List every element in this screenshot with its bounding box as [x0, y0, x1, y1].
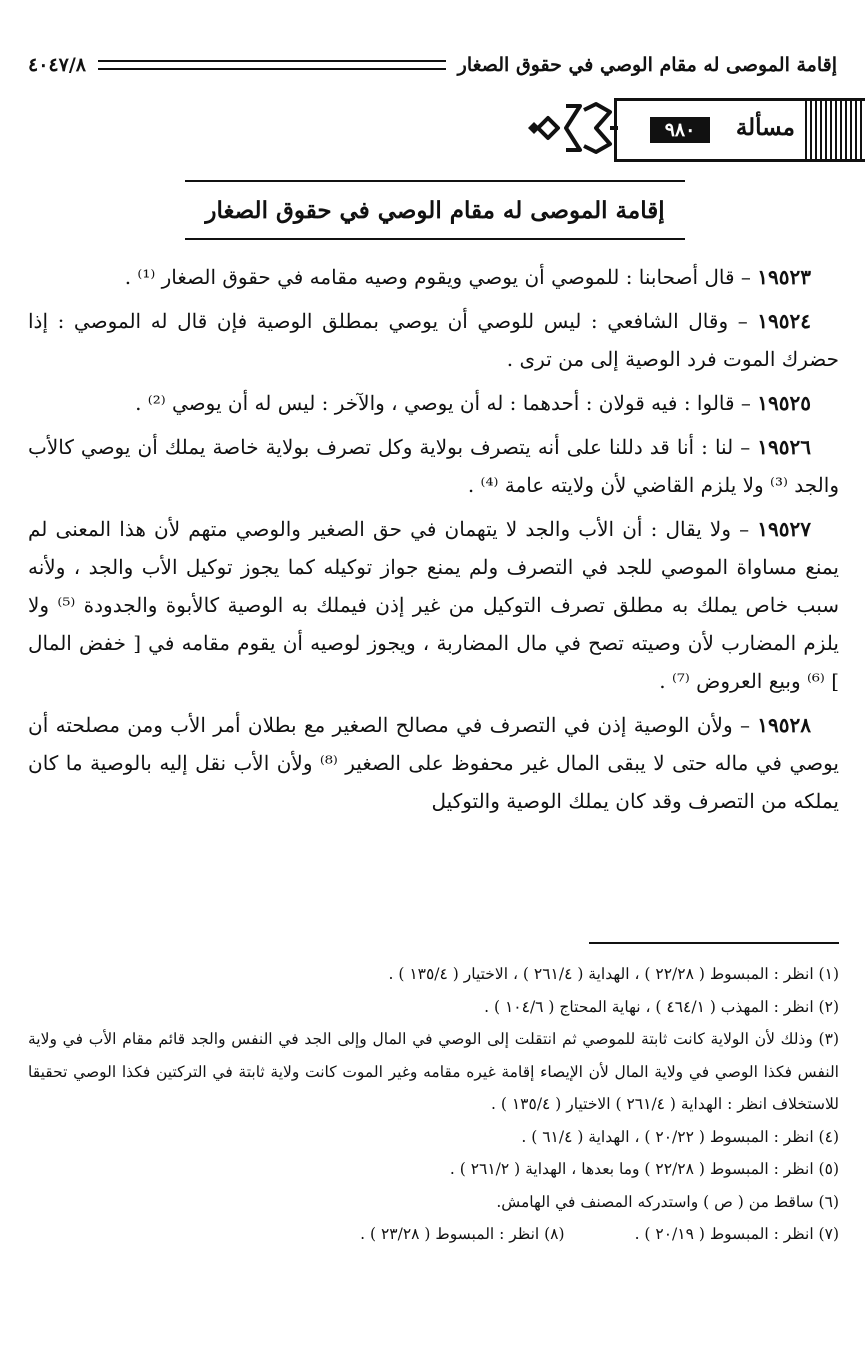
paragraph-text: – قالوا : فيه قولان : أحدهما : له أن يوصي ، والآخر : ليس له أن يوصي ⁽²⁾ .: [135, 391, 758, 415]
paragraph-number: ١٩٥٢٥: [757, 391, 811, 415]
page-title: إقامة الموصى له مقام الوصي في حقوق الصغار: [185, 180, 685, 240]
footnotes: [28, 958, 839, 1251]
main-text: [28, 258, 839, 826]
paragraph-number: ١٩٥٢٤: [757, 309, 811, 333]
footnote-separator: [589, 942, 839, 944]
paragraph-text: – لنا : أنا قد دللنا على أنه يتصرف بولاية وكل تصرف بولاية خاصة يملك أن يوصي كالأب والجد ⁽³⁾ ولا يلزم القاضي لأن ولايته عامة ⁽⁴⁾ .: [28, 435, 839, 497]
running-header: [28, 50, 837, 80]
paragraph-text: – وقال الشافعي : ليس للوصي أن يوصي بمطلق الوصية فإن قال له الموصي : إذا حضرك الموت فرد الوصية إلى من ترى .: [28, 309, 839, 371]
footnote: (٥) انظر : المبسوط ( ٢٢/٢٨ ) وما بعدها ، الهداية ( ٢٦١/٢ ) .: [449, 1160, 839, 1178]
paragraph-number: ١٩٥٢٧: [757, 517, 811, 541]
header-double-rule: [98, 60, 446, 70]
footnote-row: [28, 1218, 839, 1251]
paragraph-text: – ولأن الوصية إذن في التصرف في مصالح الصغير مع بطلان أمر الأب ومن مصلحته أن يوصي في ماله حتى لا يبقى المال غير محفوظ على الصغير ⁽⁸⁾ ولأن الأب نقل إليه بالوصية ما كان يملكه من التصرف وقد كان يملك الوصية والتوكيل: [28, 713, 840, 813]
paragraph: [28, 384, 839, 422]
masala-banner: [585, 98, 865, 160]
paragraph: [28, 302, 839, 378]
paragraph: [28, 510, 839, 700]
footnote: (٧) انظر : المبسوط ( ٢٠/١٩ ) .: [634, 1225, 839, 1243]
paragraph: [28, 258, 839, 296]
hatch-pattern: [805, 101, 865, 159]
paragraph-text: – ولا يقال : أن الأب والجد لا يتهمان في حق الصغير والوصي متهم لأن هذا المعنى لم يمنع مساواة الموصي للجد في التصرف ولم يمنع جواز توكيله كما يجوز توكيل الأب والجد ، ولأنه سبب خاص يملك به مطلق تصرف التوكيل من غير إذن فيملك به الوصية كالأبوة والجدودة ⁽⁵⁾ ولا يلزم المضارب لأن وصيته تصح في مال المضاربة ، ويجوز لوصيه أن يقوم مقامه في [ خفض المال ] ⁽⁶⁾ وبيع العروض ⁽⁷⁾ .: [28, 517, 839, 693]
page-reference: ٤٠٤٧/٨: [28, 54, 86, 76]
masala-number: ٩٨٠: [650, 117, 710, 143]
footnote: (٣) وذلك لأن الولاية كانت ثابتة للموصي ثم انتقلت إلى الوصي في المال وإلى الجد في النفس والجد قائم مقام الأب في ولاية النفس فكذا الوصي في ولاية المال لأن الإيصاء إقامة غيره مقامه وغير الموت كانت ولاية ثابتة في التركتين فكذا الوصي تحقيقا للاستخلاف انظر : الهداية ( ٢٦١/٤ ) الاختيار ( ١٣٥/٤ ) .: [28, 1030, 839, 1113]
paragraph-number: ١٩٥٢٣: [757, 265, 811, 289]
paragraph-text: – قال أصحابنا : للموصي أن يوصي ويقوم وصيه مقامه في حقوق الصغار ⁽¹⁾ .: [124, 265, 758, 289]
ornament-icon: [526, 100, 618, 156]
masala-frame: [614, 98, 865, 162]
footnote: (٤) انظر : المبسوط ( ٢٠/٢٢ ) ، الهداية ( ٦١/٤ ) .: [521, 1127, 839, 1146]
paragraph-number: ١٩٥٢٨: [757, 713, 811, 737]
masala-label: مسألة: [735, 114, 795, 141]
footnote: (١) انظر : المبسوط ( ٢٢/٢٨ ) ، الهداية ( ٢٦١/٤ ) ، الاختيار ( ١٣٥/٤ ) .: [388, 965, 839, 983]
footnote: (٢) انظر : المهذب ( ٤٦٤/١ ) ، نهاية المحتاج ( ١٠٤/٦ ) .: [484, 997, 839, 1016]
running-title: إقامة الموصى له مقام الوصي في حقوق الصغار: [457, 54, 837, 76]
paragraph: [28, 706, 839, 820]
paragraph: [28, 428, 839, 504]
footnote: (٦) ساقط من ( ص ) واستدركه المصنف في الهامش.: [496, 1192, 839, 1211]
paragraph-number: ١٩٥٢٦: [757, 435, 811, 459]
footnote: (٨) انظر : المبسوط ( ٢٣/٢٨ ) .: [360, 1225, 565, 1243]
